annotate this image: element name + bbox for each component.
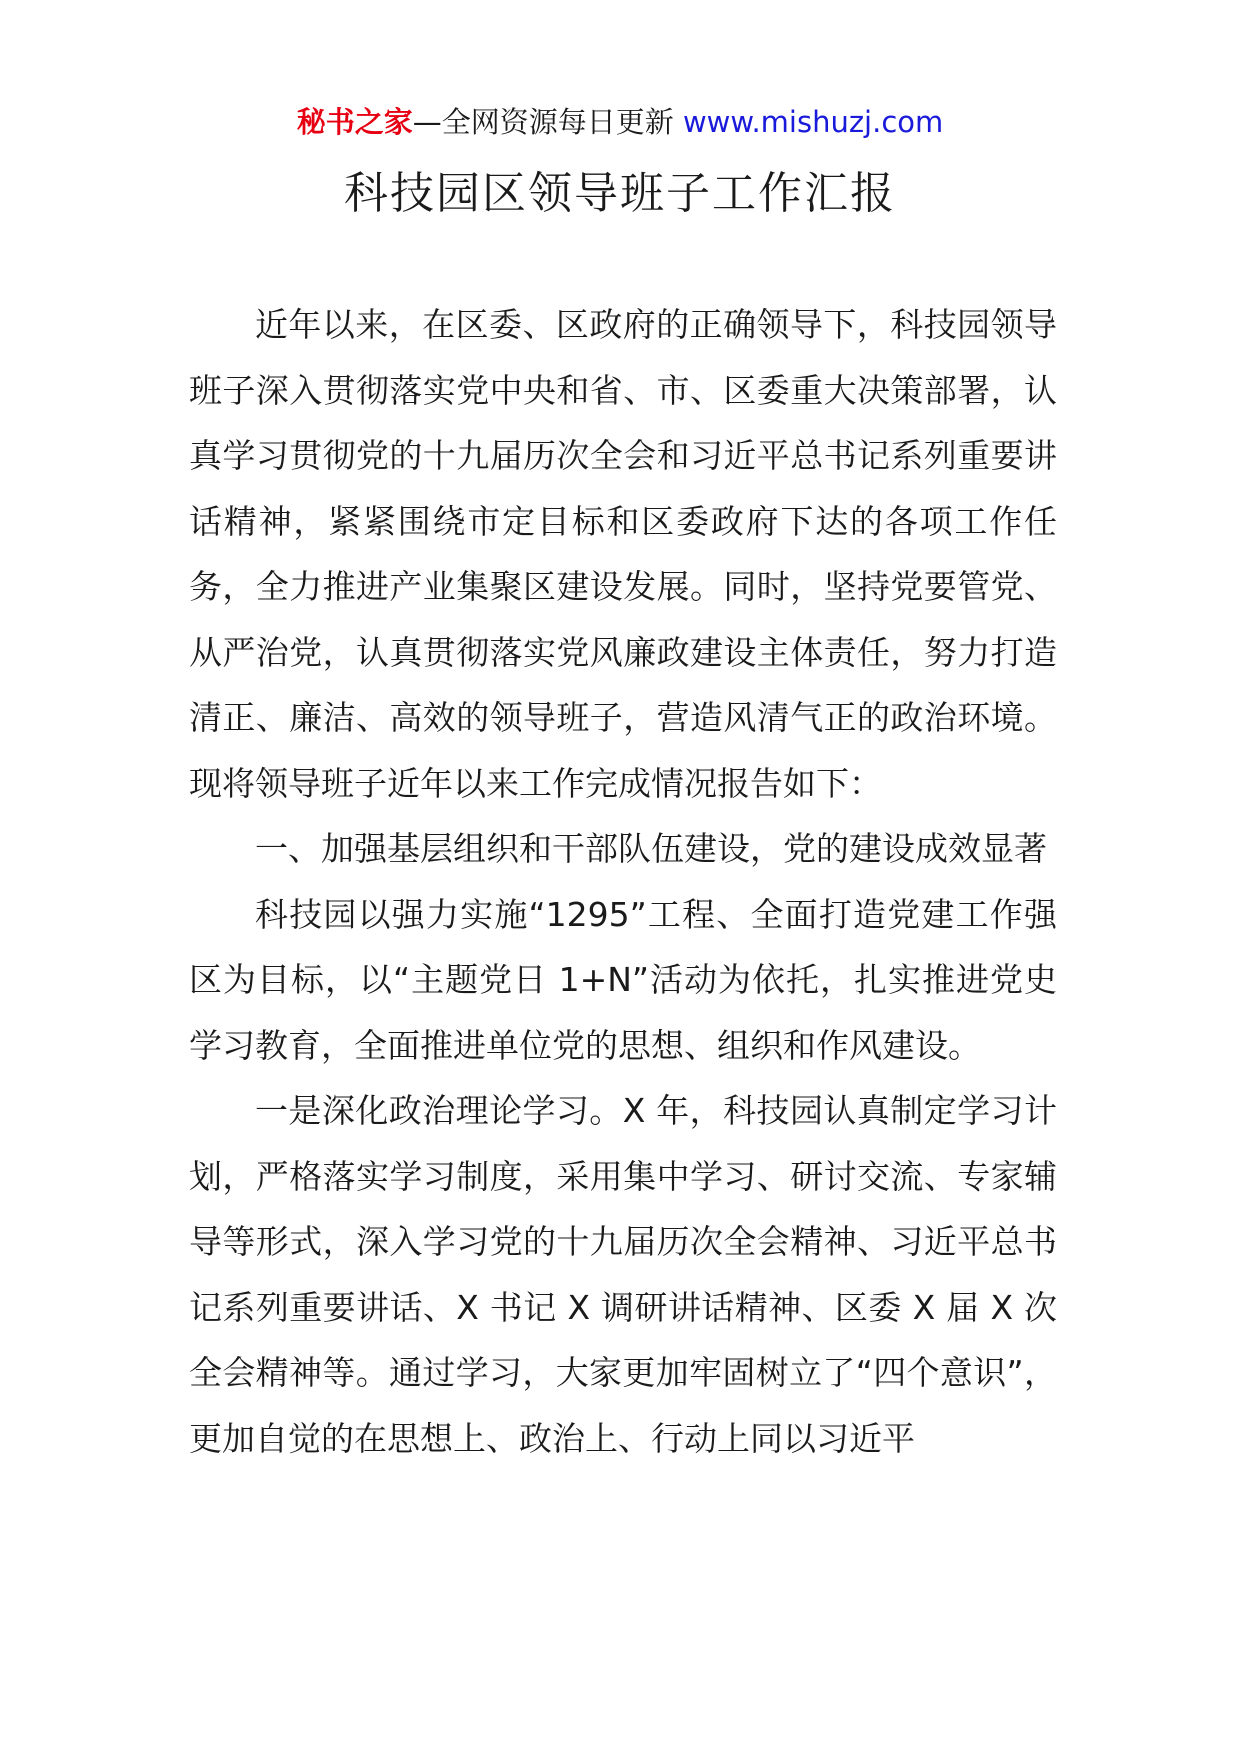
section-paragraph: 科技园以强力实施“1295”工程、全面打造党建工作强区为目标，以“主题党日 1+N”活动为依托，扎实推进党史学习教育，全面推进单位党的思想、组织和作风建设。: [189, 894, 1057, 1065]
document-body: [189, 292, 1057, 1471]
section-paragraph: 一是深化政治理论学习。X 年，科技园认真制定学习计划，严格落实学习制度，采用集中学习、研讨交流、专家辅导等形式，深入学习党的十九届历次全会精神、习近平总书记系列重要讲话、X 书记 X 调研讲话精神、区委 X 届 X 次全会精神等。通过学习，大家更加牢固树立了“四个意识”，更加自觉的在思想上、政治上、行动上同以习近平: [189, 1091, 1057, 1458]
site-url-link[interactable]: www.mishuzj.com: [682, 105, 944, 139]
intro-paragraph: 近年以来，在区委、区政府的正确领导下，科技园领导班子深入贯彻落实党中央和省、市、区委重大决策部署，认真学习贯彻党的十九届历次全会和习近平总书记系列重要讲话精神，紧紧围绕市定目标和区委政府下达的各项工作任务，全力推进产业集聚区建设发展。同时，坚持党要管党、从严治党，认真贯彻落实党风廉政建设主体责任，努力打造清正、廉洁、高效的领导班子，营造风清气正的政治环境。现将领导班子近年以来工作完成情况报告如下：: [189, 305, 1057, 803]
site-slogan: —全网资源每日更新: [412, 105, 683, 139]
site-brand: 秘书之家: [296, 105, 413, 139]
section-heading: 一、加强基层组织和干部队伍建设，党的建设成效显著: [255, 829, 1047, 868]
site-header: [0, 100, 1240, 144]
document-title: 科技园区领导班子工作汇报: [344, 168, 896, 219]
